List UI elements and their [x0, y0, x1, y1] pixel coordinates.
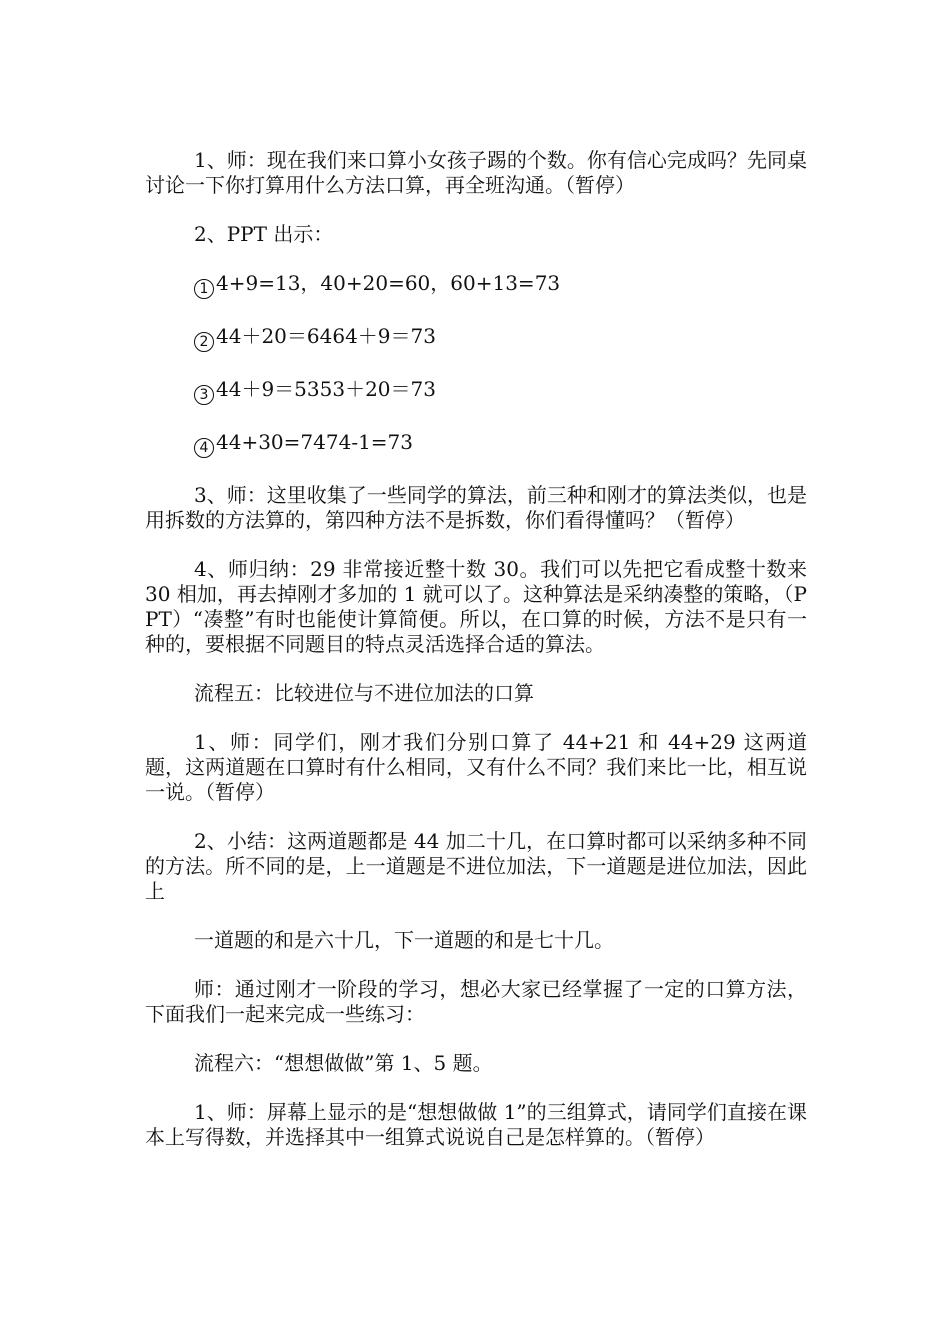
document-body	[145, 148, 807, 1174]
circled-number-marker: 2	[194, 332, 214, 352]
paragraph-2: 2、PPT 出示：	[194, 222, 334, 246]
list-item	[145, 430, 807, 458]
paragraph-3: 3、师：这里收集了一些同学的算法，前三种和刚才的算法类似，也是用拆数的方法算的，第四种方法不是拆数，你们看得懂吗？（暂停）	[145, 483, 807, 532]
paragraph-11: 1、师：屏幕上显示的是“想想做做 1”的三组算式，请同学们直接在课本上写得数，并选择其中一组算式说说自己是怎样算的。（暂停）	[145, 1100, 807, 1149]
paragraph-4: 4、师归纳：29 非常接近整十数 30。我们可以先把它看成整十数来 30 相加，再去掉刚才多加的 1 就可以了。这种算法是采纳凑整的策略，（PPT）“凑整”有时也能使计算简便。所以，在口算的时候，方法不是只有一种的，要根据不同题目的特点灵活选择合适的算法。	[145, 557, 807, 656]
paragraph-1: 1、师：现在我们来口算小女孩子踢的个数。你有信心完成吗？先同桌讨论一下你打算用什么方法口算，再全班沟通。（暂停）	[145, 148, 807, 197]
list-item	[145, 377, 807, 405]
list-item-text: 44＋9＝5353＋20＝73	[216, 377, 436, 401]
list-item	[145, 324, 807, 352]
paragraph-8: 一道题的和是六十几，下一道题的和是七十几。	[194, 928, 614, 952]
list-item-text: 44＋20＝6464＋9＝73	[216, 324, 436, 348]
list-item	[145, 271, 807, 299]
section-heading-5: 流程五：比较进位与不进位加法的口算	[194, 681, 534, 705]
paragraph-9: 师：通过刚才一阶段的学习，想必大家已经掌握了一定的口算方法，下面我们一起来完成一些练习：	[145, 977, 807, 1026]
list-item-text: 4+9=13，40+20=60，60+13=73	[216, 271, 561, 295]
paragraph-7: 2、小结：这两道题都是 44 加二十几，在口算时都可以采纳多种不同的方法。所不同的是，上一道题是不进位加法，下一道题是进位加法，因此上	[145, 829, 807, 903]
list-item-text: 44+30=7474-1=73	[216, 430, 414, 454]
paragraph-6: 1、师：同学们，刚才我们分别口算了 44+21 和 44+29 这两道题，这两道题在口算时有什么相同，又有什么不同？我们来比一比，相互说一说。（暂停）	[145, 730, 807, 804]
section-heading-6: 流程六：“想想做做”第 1、5 题。	[194, 1051, 493, 1075]
circled-number-marker: 3	[194, 385, 214, 405]
circled-number-marker: 4	[194, 438, 214, 458]
circled-number-marker: 1	[194, 279, 214, 299]
